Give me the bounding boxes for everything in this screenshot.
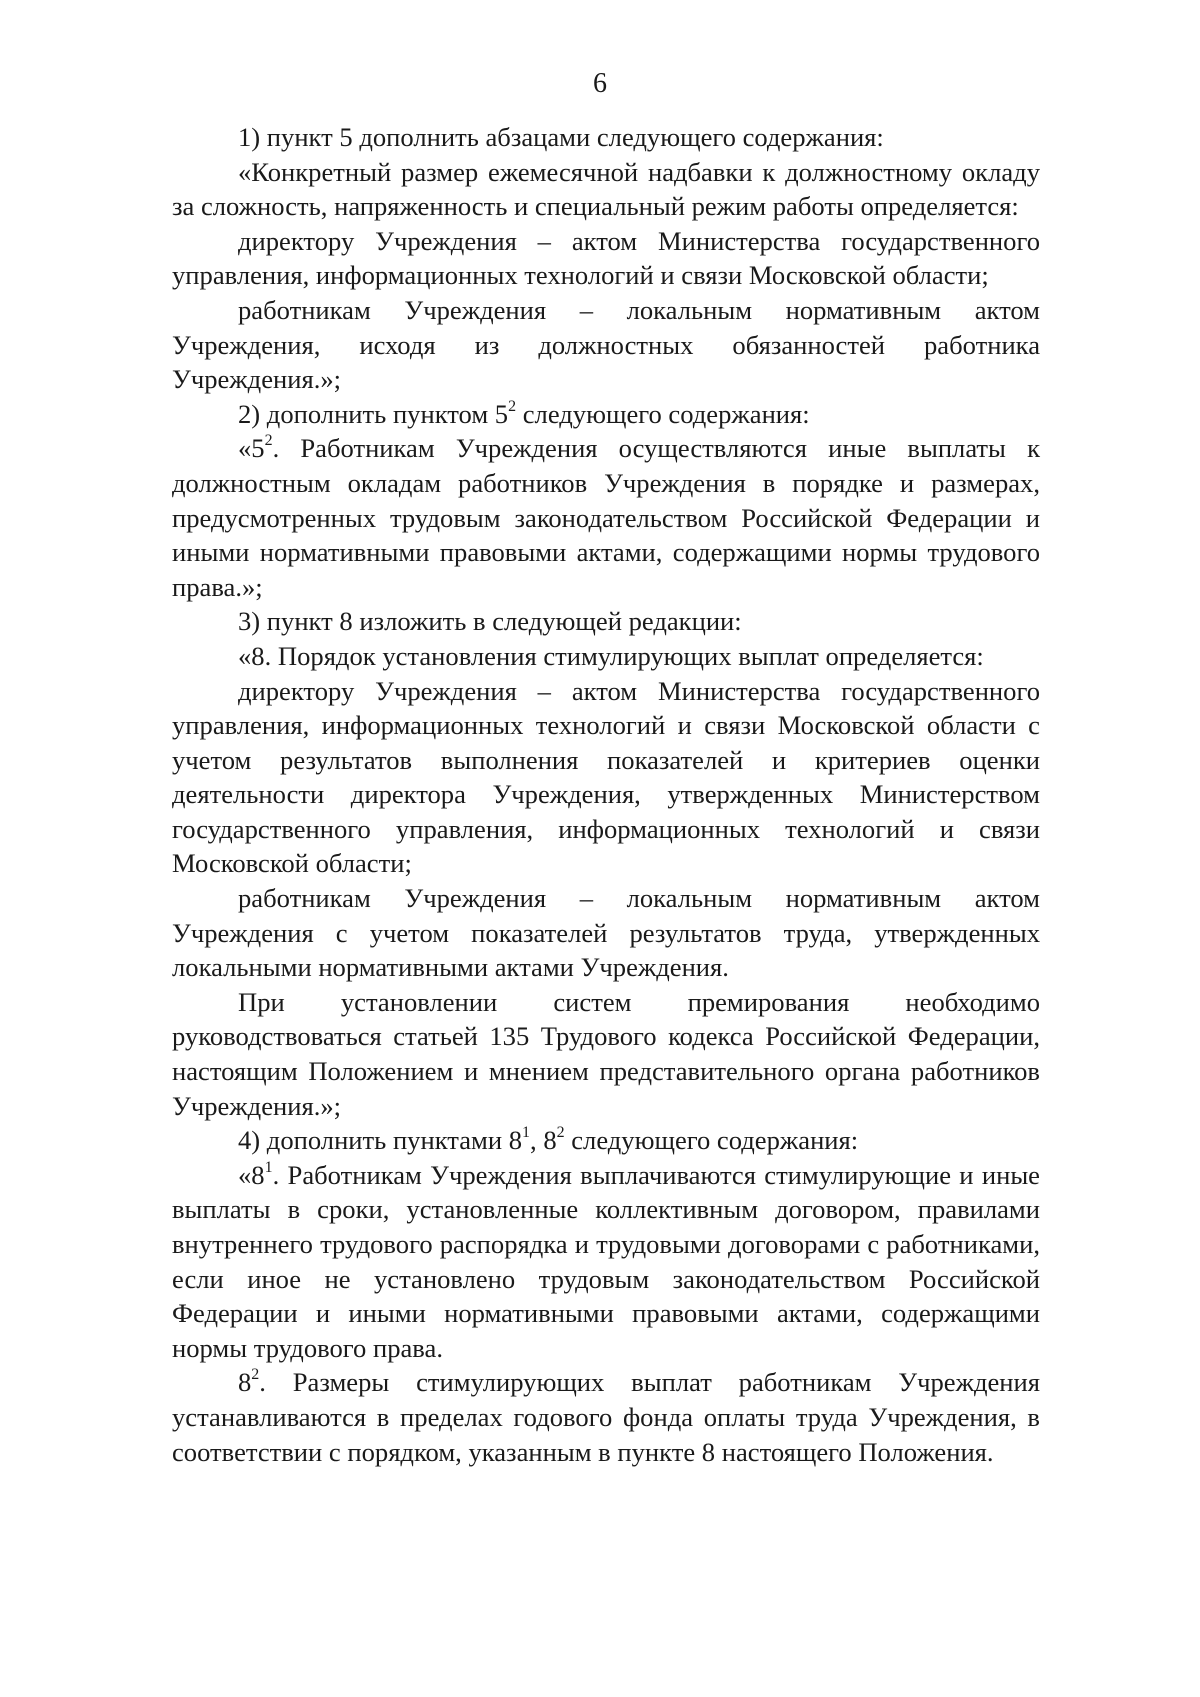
paragraph-6-text: «5 — [238, 433, 265, 464]
paragraph-12-text-mid: , 8 — [530, 1125, 557, 1156]
paragraph-14-text: 8 — [238, 1367, 252, 1398]
paragraph-6-text-end: . Работникам Учреждения осуществляются иные выплаты к должностным окладам работников Учреждения в порядке и размерах, предусмотренных трудовым законодательством Российской Федерации и иными нормативными правовыми актами, содержащими нормы трудового права.»; — [172, 433, 1040, 602]
superscript: 1 — [522, 1124, 531, 1142]
paragraph-12-text-end: следующего содержания: — [564, 1125, 859, 1156]
superscript: 2 — [264, 432, 273, 450]
page-number: 6 — [593, 68, 607, 99]
paragraph-12-text: 4) дополнить пунктами 8 — [238, 1125, 523, 1156]
paragraph-13-text: «8 — [238, 1159, 265, 1190]
superscript: 2 — [556, 1124, 565, 1142]
paragraph-11: При установлении систем премирования необходимо руководствоваться статьей 135 Трудового кодекса Российской Федерации, настоящим Положением и мнением представительного органа работников Учреждения.»; — [172, 986, 1040, 1121]
paragraph-7: 3) пункт 8 изложить в следующей редакции: — [238, 606, 742, 637]
paragraph-3: директору Учреждения – актом Министерства государственного управления, информационных технологий и связи Московской области; — [172, 225, 1040, 291]
paragraph-6 — [172, 431, 1040, 604]
paragraph-9: директору Учреждения – актом Министерства государственного управления, информационных технологий и связи Московской области с учетом результатов выполнения показателей и критериев оценки деятельности директора Учреждения, утвержденных Министерством государственного управления, информационных технологий и связи Московской области; — [172, 675, 1040, 879]
paragraph-4: работникам Учреждения – локальным нормативным актом Учреждения, исходя из должностных обязанностей работника Учреждения.»; — [172, 294, 1040, 395]
paragraph-10: работникам Учреждения – локальным нормативным актом Учреждения с учетом показателей результатов труда, утвержденных локальными нормативными актами Учреждения. — [172, 883, 1040, 983]
paragraph-13 — [172, 1158, 1040, 1366]
paragraph-5-text-end: следующего содержания: — [516, 398, 810, 429]
paragraph-2: «Конкретный размер ежемесячной надбавки к должностному окладу за сложность, напряженность и специальный режим работы определяется: — [172, 156, 1040, 222]
paragraph-13-text-end: . Работникам Учреждения выплачиваются стимулирующие и иные выплаты в сроки, установленные коллективным договором, правилами внутреннего трудового распорядка и трудовыми договорами с работниками, если иное не установлено трудовым законодательством Российской Федерации и иными нормативными правовыми актами, содержащими нормы трудового права. — [172, 1159, 1040, 1363]
superscript: 2 — [251, 1366, 260, 1384]
paragraph-8: «8. Порядок установления стимулирующих выплат определяется: — [238, 640, 984, 671]
superscript: 2 — [508, 397, 517, 415]
paragraph-14 — [172, 1365, 1040, 1469]
document-body — [172, 120, 1040, 1469]
paragraph-14-text-end: . Размеры стимулирующих выплат работникам Учреждения устанавливаются в пределах годового фонда оплаты труда Учреждения, в соответствии с порядком, указанным в пункте 8 настоящего Положения. — [172, 1367, 1040, 1467]
superscript: 1 — [264, 1158, 273, 1176]
paragraph-5 — [172, 397, 1040, 432]
paragraph-1: 1) пункт 5 дополнить абзацами следующего содержания: — [238, 122, 884, 152]
paragraph-12 — [172, 1123, 1040, 1158]
paragraph-5-text: 2) дополнить пунктом 5 — [238, 398, 509, 429]
